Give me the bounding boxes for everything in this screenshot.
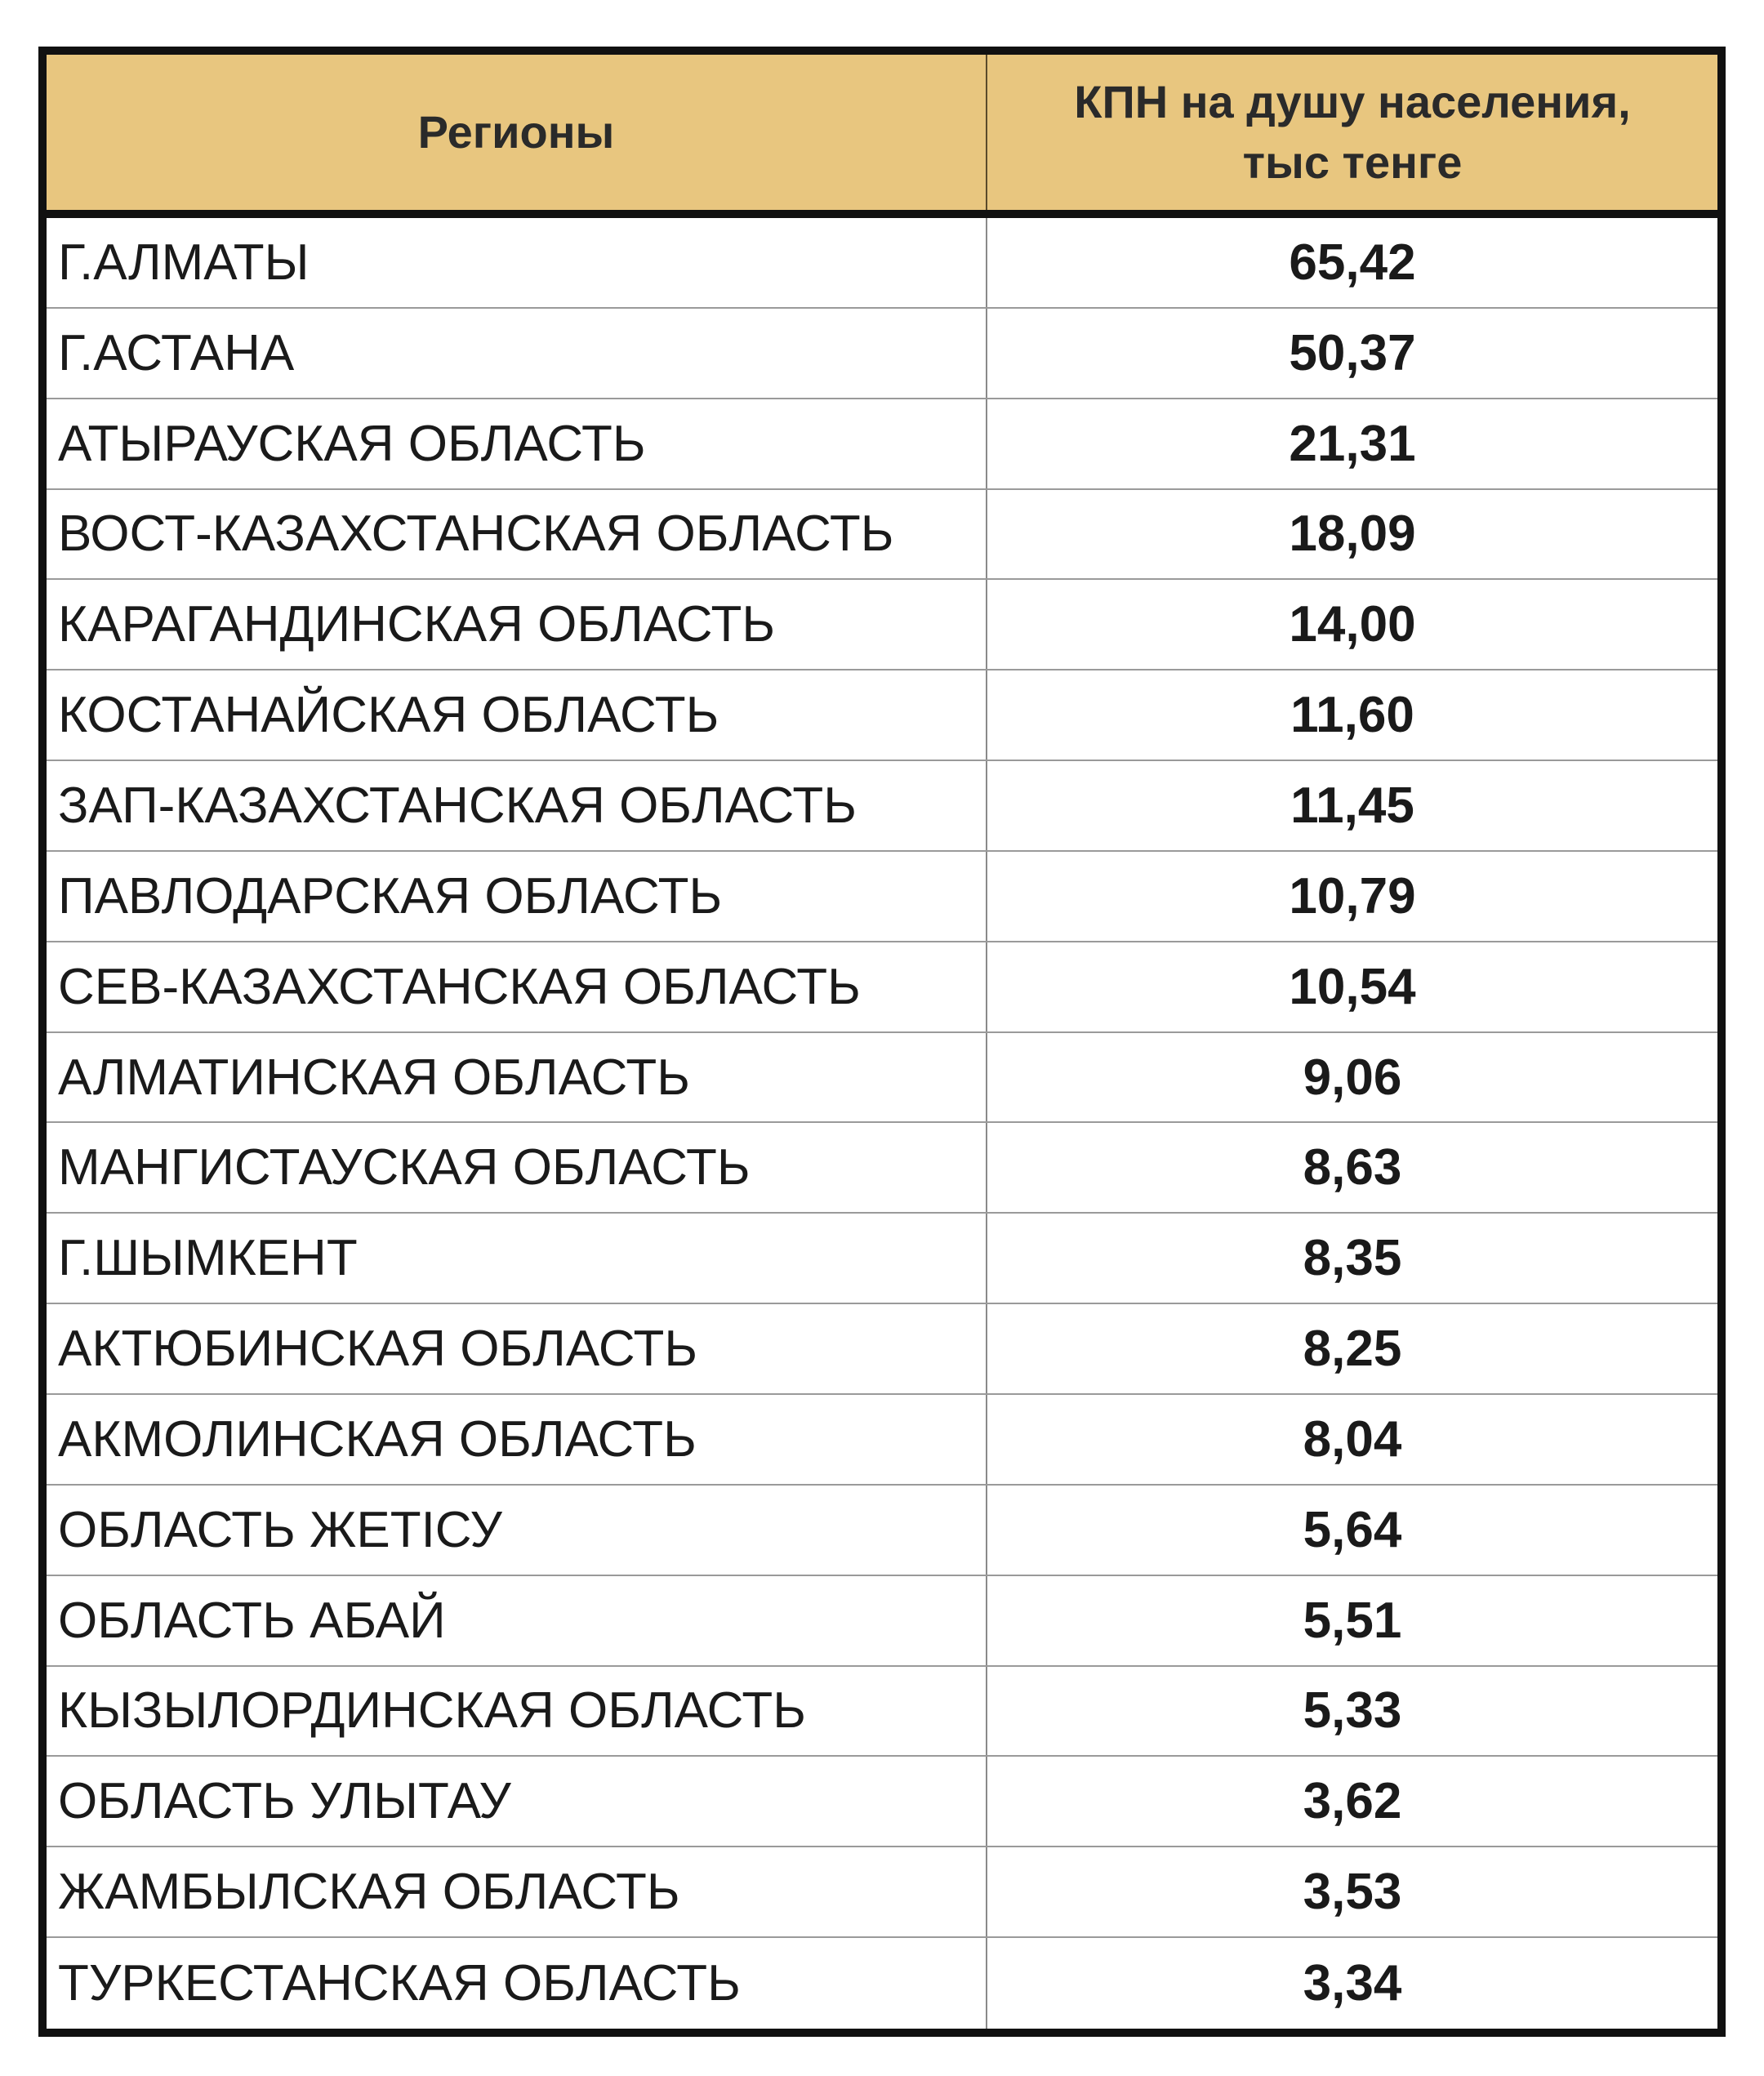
table-row xyxy=(47,1576,1717,1667)
cell-kpn-value: 11,45 xyxy=(1290,777,1414,834)
cell-kpn-value: 10,54 xyxy=(1289,958,1416,1015)
cell-region-name: КОСТАНАЙСКАЯ ОБЛАСТЬ xyxy=(58,687,719,744)
cell-kpn-value: 50,37 xyxy=(1289,324,1416,381)
header-regions: Регионы xyxy=(417,106,615,158)
table-row xyxy=(47,1486,1717,1576)
table-row xyxy=(47,1123,1717,1214)
cell-kpn-value: 3,62 xyxy=(1303,1773,1402,1830)
table-row xyxy=(47,218,1717,309)
cell-region-name: ОБЛАСТЬ ЖЕТІСУ xyxy=(58,1501,502,1558)
table-row xyxy=(47,490,1717,581)
cell-kpn-value: 8,35 xyxy=(1303,1230,1402,1287)
table-row xyxy=(47,1757,1717,1847)
table-row xyxy=(47,1847,1717,1938)
table-row xyxy=(47,309,1717,399)
cell-kpn-value: 65,42 xyxy=(1289,234,1416,291)
cell-kpn-value: 8,25 xyxy=(1303,1321,1402,1378)
table-header-row xyxy=(47,55,1717,218)
cell-kpn-value: 3,53 xyxy=(1303,1864,1402,1921)
cell-kpn-value: 8,04 xyxy=(1303,1410,1402,1468)
table-row xyxy=(47,852,1717,942)
table-row xyxy=(47,1214,1717,1304)
cell-kpn-value: 9,06 xyxy=(1303,1049,1402,1106)
cell-kpn-value: 10,79 xyxy=(1289,867,1416,924)
cell-kpn-value: 5,51 xyxy=(1303,1592,1402,1649)
cell-kpn-value: 21,31 xyxy=(1289,415,1416,472)
table-row xyxy=(47,1033,1717,1124)
table-body xyxy=(47,218,1717,2029)
cell-region-name: КАРАГАНДИНСКАЯ ОБЛАСТЬ xyxy=(58,596,776,653)
table-row xyxy=(47,1938,1717,2029)
cell-kpn-value: 18,09 xyxy=(1289,506,1416,563)
cell-region-name: ОБЛАСТЬ УЛЫТАУ xyxy=(58,1773,511,1830)
cell-region-name: ЖАМБЫЛСКАЯ ОБЛАСТЬ xyxy=(58,1864,680,1921)
table-row xyxy=(47,670,1717,761)
cell-kpn-value: 8,63 xyxy=(1303,1139,1402,1196)
cell-region-name: Г.АСТАНА xyxy=(58,324,295,381)
cell-region-name: АТЫРАУСКАЯ ОБЛАСТЬ xyxy=(58,415,646,472)
cell-region-name: ПАВЛОДАРСКАЯ ОБЛАСТЬ xyxy=(58,867,723,924)
table-row xyxy=(47,580,1717,670)
table-row xyxy=(47,1395,1717,1486)
cell-region-name: АКМОЛИНСКАЯ ОБЛАСТЬ xyxy=(58,1410,697,1468)
cell-region-name: ОБЛАСТЬ АБАЙ xyxy=(58,1592,446,1649)
cell-region-name: ВОСТ-КАЗАХСТАНСКАЯ ОБЛАСТЬ xyxy=(58,506,894,563)
cell-kpn-value: 14,00 xyxy=(1289,596,1416,653)
table-row xyxy=(47,399,1717,490)
table-row xyxy=(47,761,1717,852)
header-kpn-per-capita: КПН на душу населения, тыс тенге xyxy=(1074,76,1631,188)
cell-region-name: ЗАП-КАЗАХСТАНСКАЯ ОБЛАСТЬ xyxy=(58,777,857,834)
kpn-per-capita-table xyxy=(38,47,1726,2037)
cell-region-name: АКТЮБИНСКАЯ ОБЛАСТЬ xyxy=(58,1321,698,1378)
cell-kpn-value: 11,60 xyxy=(1290,687,1414,744)
cell-region-name: КЫЗЫЛОРДИНСКАЯ ОБЛАСТЬ xyxy=(58,1682,806,1740)
cell-region-name: АЛМАТИНСКАЯ ОБЛАСТЬ xyxy=(58,1049,690,1106)
cell-kpn-value: 5,64 xyxy=(1303,1501,1402,1558)
table-row xyxy=(47,1304,1717,1395)
cell-region-name: МАНГИСТАУСКАЯ ОБЛАСТЬ xyxy=(58,1139,751,1196)
cell-kpn-value: 3,34 xyxy=(1303,1954,1402,2011)
cell-region-name: ТУРКЕСТАНСКАЯ ОБЛАСТЬ xyxy=(58,1954,741,2011)
cell-region-name: Г.АЛМАТЫ xyxy=(58,234,310,291)
table-row xyxy=(47,942,1717,1033)
cell-kpn-value: 5,33 xyxy=(1303,1682,1402,1740)
table-row xyxy=(47,1667,1717,1757)
cell-region-name: СЕВ-КАЗАХСТАНСКАЯ ОБЛАСТЬ xyxy=(58,958,861,1015)
cell-region-name: Г.ШЫМКЕНТ xyxy=(58,1230,358,1287)
